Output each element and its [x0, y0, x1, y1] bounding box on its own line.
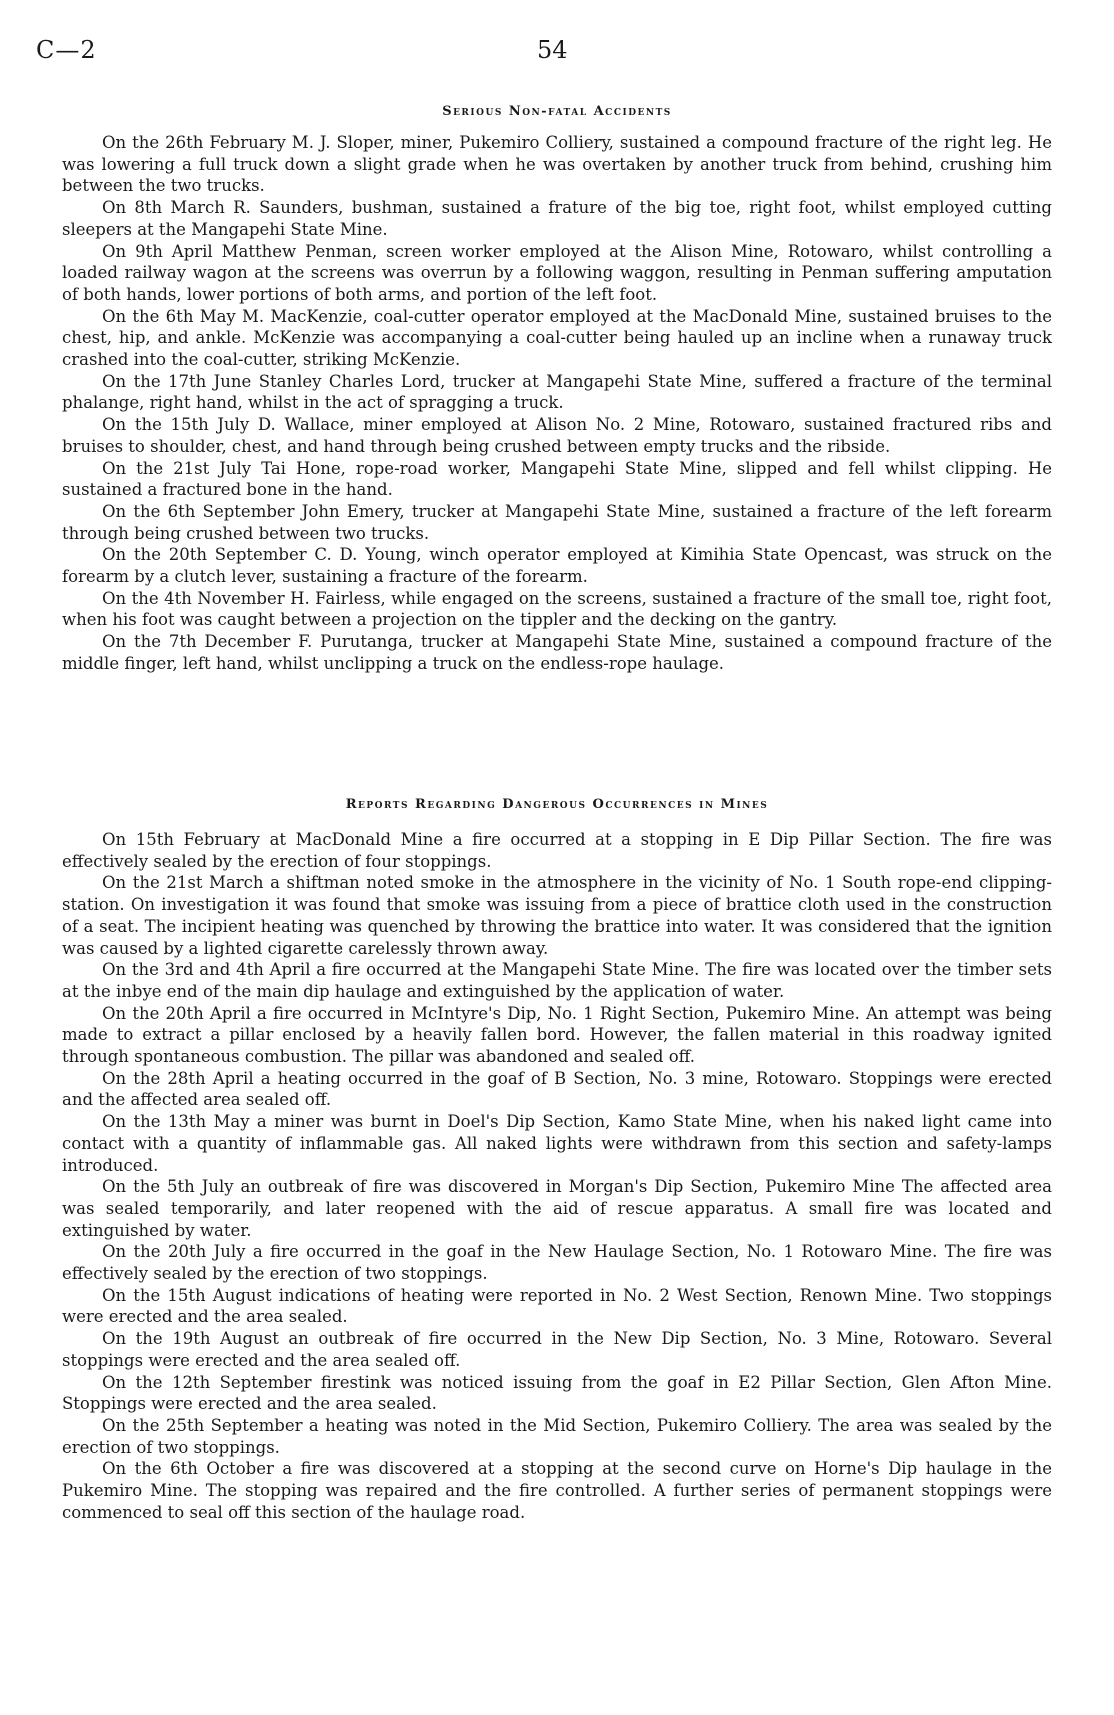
paragraph: On the 20th April a fire occurred in McIntyre's Dip, No. 1 Right Section, Pukemiro Mine. An attempt was being made to extract a pillar enclosed by a heavily fallen bord. However, the fallen material in this roadway ignited through spontaneous combustion. The pillar was abandoned and sealed off.	[62, 1003, 1052, 1067]
section-heading-serious-accidents: Serious Non-fatal Accidents	[442, 104, 672, 119]
paragraph: On the 4th November H. Fairless, while engaged on the screens, sustained a fracture of the small toe, right foot, when his foot was caught between a projection on the tippler and the decking on the gantry.	[62, 588, 1052, 630]
paragraph: On the 20th July a fire occurred in the goaf in the New Haulage Section, No. 1 Rotowaro Mine. The fire was effectively sealed by the erection of two stoppings.	[62, 1242, 1052, 1284]
paragraph: On the 28th April a heating occurred in the goaf of B Section, No. 3 mine, Rotowaro. Stoppings were erected and the affected area sealed off.	[62, 1068, 1052, 1110]
paragraph: On the 25th September a heating was noted in the Mid Section, Pukemiro Colliery. The area was sealed by the erection of two stoppings.	[62, 1415, 1052, 1457]
document-reference: C—2	[36, 36, 97, 64]
document-page	[36, 0, 1052, 1715]
paragraph: On 15th February at MacDonald Mine a fire occurred at a stopping in E Dip Pillar Section. The fire was effectively sealed by the erection of four stoppings.	[62, 830, 1052, 871]
paragraph: On the 15th August indications of heating were reported in No. 2 West Section, Renown Mine. Two stoppings were erected and the area sealed.	[62, 1285, 1052, 1327]
page-number: 54	[537, 36, 568, 64]
paragraph: On 8th March R. Saunders, bushman, sustained a frature of the big toe, right foot, whilst employed cutting sleepers at the Mangapehi State Mine.	[62, 198, 1052, 239]
paragraph: On the 6th October a fire was discovered at a stopping at the second curve on Horne's Dip haulage in the Pukemiro Mine. The stopping was repaired and the fire controlled. A further series of permanent stoppings were commenced to seal off this section of the haulage road.	[62, 1459, 1052, 1522]
paragraph: On the 21st July Tai Hone, rope-road worker, Mangapehi State Mine, slipped and fell whilst clipping. He sustained a fractured bone in the hand.	[62, 458, 1052, 500]
page-header	[36, 36, 1052, 76]
paragraph: On the 21st March a shiftman noted smoke in the atmosphere in the vicinity of No. 1 South rope-end clipping-station. On investigation it was found that smoke was issuing from a piece of brattice cloth used in the construction of a seat. The incipient heating was quenched by throwing the brattice into water. It was considered that the ignition was caused by a lighted cigarette carelessly thrown away.	[62, 873, 1052, 958]
section-serious-accidents	[62, 132, 1052, 675]
paragraph: On the 3rd and 4th April a fire occurred at the Mangapehi State Mine. The fire was located over the timber sets at the inbye end of the main dip haulage and extinguished by the application of water.	[62, 960, 1052, 1001]
section-dangerous-occurrences	[62, 829, 1052, 1524]
section-heading-dangerous-occurrences: Reports Regarding Dangerous Occurrences in Mines	[345, 797, 769, 812]
paragraph: On the 17th June Stanley Charles Lord, trucker at Mangapehi State Mine, suffered a fracture of the terminal phalange, right hand, whilst in the act of spragging a truck.	[62, 371, 1052, 413]
paragraph: On the 13th May a miner was burnt in Doel's Dip Section, Kamo State Mine, when his naked light came into contact with a quantity of inflammable gas. All naked lights were withdrawn from this section and safety-lamps introduced.	[62, 1112, 1052, 1175]
paragraph: On the 26th February M. J. Sloper, miner, Pukemiro Colliery, sustained a compound fracture of the right leg. He was lowering a full truck down a slight grade when he was overtaken by another truck from behind, crushing him between the two trucks.	[62, 133, 1052, 196]
paragraph: On 9th April Matthew Penman, screen worker employed at the Alison Mine, Rotowaro, whilst controlling a loaded railway wagon at the screens was overrun by a following waggon, resulting in Penman suffering amputation of both hands, lower portions of both arms, and portion of the left foot.	[62, 241, 1052, 304]
paragraph: On the 19th August an outbreak of fire occurred in the New Dip Section, No. 3 Mine, Rotowaro. Several stoppings were erected and the area sealed off.	[62, 1329, 1052, 1370]
paragraph: On the 20th September C. D. Young, winch operator employed at Kimihia State Opencast, was struck on the forearm by a clutch lever, sustaining a fracture of the forearm.	[62, 545, 1052, 587]
paragraph: On the 12th September firestink was noticed issuing from the goaf in E2 Pillar Section, Glen Afton Mine. Stoppings were erected and the area sealed.	[62, 1372, 1052, 1414]
paragraph: On the 7th December F. Purutanga, trucker at Mangapehi State Mine, sustained a compound fracture of the middle finger, left hand, whilst unclipping a truck on the endless-rope haulage.	[62, 632, 1052, 673]
paragraph: On the 5th July an outbreak of fire was discovered in Morgan's Dip Section, Pukemiro Mine The affected area was sealed temporarily, and later reopened with the aid of rescue apparatus. A small fire was located and extinguished by water.	[62, 1177, 1052, 1240]
paragraph: On the 6th May M. MacKenzie, coal-cutter operator employed at the MacDonald Mine, sustained bruises to the chest, hip, and ankle. McKenzie was accompanying a coal-cutter being hauled up an incline when a runaway truck crashed into the coal-cutter, striking McKenzie.	[62, 306, 1052, 370]
paragraph: On the 6th September John Emery, trucker at Mangapehi State Mine, sustained a fracture of the left forearm through being crushed between two trucks.	[62, 501, 1052, 543]
paragraph: On the 15th July D. Wallace, miner employed at Alison No. 2 Mine, Rotowaro, sustained fractured ribs and bruises to shoulder, chest, and hand through being crushed between empty trucks and the ribside.	[62, 415, 1052, 456]
